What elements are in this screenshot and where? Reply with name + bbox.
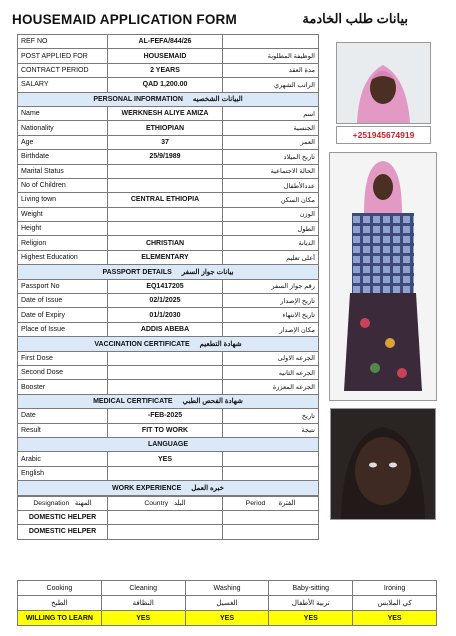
col-designation-en: Designation: [33, 500, 70, 508]
value: FIT TO WORK: [108, 423, 223, 437]
closeup-photo: [330, 408, 436, 520]
label-ar: تاريخ: [223, 409, 319, 423]
label: English: [18, 466, 108, 480]
form-table: [17, 34, 319, 496]
section-title-ar: البيانات الشخصيه: [192, 96, 243, 104]
value: 02/1/2025: [108, 294, 223, 308]
row-place-issue: [18, 322, 319, 336]
skill-washing: Washing: [185, 581, 269, 596]
label-ar: العمر: [223, 135, 319, 149]
value: EQ1417205: [108, 279, 223, 293]
label: CONTRACT PERIOD: [18, 63, 108, 77]
row-living-town: [18, 193, 319, 207]
skill-cooking: Cooking: [18, 581, 102, 596]
col-designation-ar: المهنة: [74, 500, 92, 508]
value: -FEB-2025: [108, 409, 223, 423]
row-birthdate: [18, 150, 319, 164]
value: [108, 365, 223, 379]
form-header: [0, 6, 456, 34]
col-country-en: Country: [144, 500, 169, 508]
skills-value-row: [18, 611, 437, 626]
section-title-ar: بيانات جواز السفر: [181, 268, 234, 276]
designation: DOMESTIC HELPER: [18, 525, 108, 539]
section-language: [18, 437, 319, 451]
value: HOUSEMAID: [108, 49, 223, 63]
row-marital: [18, 164, 319, 178]
skill-baby-sitting-value: YES: [269, 611, 353, 626]
full-body-photo: [329, 152, 437, 401]
skill-washing-value: YES: [185, 611, 269, 626]
label-ar: مكان الإصدار: [223, 322, 319, 336]
label: Place of Issue: [18, 322, 108, 336]
label-ar: اسم: [223, 106, 319, 120]
col-period-en: Period: [245, 500, 266, 508]
col-period: [223, 496, 319, 510]
section-title-en: MEDICAL CERTIFICATE: [93, 398, 173, 406]
section-header: [18, 337, 319, 351]
label: Second Dose: [18, 365, 108, 379]
section-header: [18, 481, 319, 495]
value: 37: [108, 135, 223, 149]
label: First Dose: [18, 351, 108, 365]
form-title-en: HOUSEMAID APPLICATION FORM: [12, 12, 237, 27]
value: [108, 164, 223, 178]
label: Arabic: [18, 452, 108, 466]
label-ar: تاريخ الميلاد: [223, 150, 319, 164]
value: ELEMENTARY: [108, 250, 223, 264]
row-age: [18, 135, 319, 149]
col-period-ar: الفترة: [278, 500, 296, 508]
skill-cleaning-value: YES: [101, 611, 185, 626]
value: QAD 1,200.00: [108, 78, 223, 92]
row-passport-no: [18, 279, 319, 293]
row-medical-result: [18, 423, 319, 437]
row-arabic: [18, 452, 319, 466]
row-children: [18, 178, 319, 192]
section-title-ar: شهادة الفحص الطبي: [182, 398, 243, 406]
value: ETHIOPIAN: [108, 121, 223, 135]
col-designation: [18, 496, 108, 510]
row-english: [18, 466, 319, 480]
label-ar: الراتب الشهري: [223, 78, 319, 92]
period: [223, 525, 319, 539]
label: POST APPLIED FOR: [18, 49, 108, 63]
label-ar: عددالأطفال: [223, 178, 319, 192]
section-title-ar: خبره العمل: [191, 484, 224, 492]
label-ar: الطول: [223, 222, 319, 236]
value: YES: [108, 452, 223, 466]
value: 2 YEARS: [108, 63, 223, 77]
section-title-ar: شهادة التطعيم: [199, 340, 242, 348]
label: Date of Expiry: [18, 308, 108, 322]
row-height: [18, 222, 319, 236]
label: Age: [18, 135, 108, 149]
section-header: LANGUAGE: [18, 437, 319, 451]
skills-table: [17, 580, 437, 626]
skill-baby-sitting-ar: تربية الأطفال: [269, 596, 353, 611]
label: Weight: [18, 207, 108, 221]
row-weight: [18, 207, 319, 221]
label-ar: الجرعه الثانيه: [223, 365, 319, 379]
section-header: [18, 265, 319, 279]
row-name: [18, 106, 319, 120]
value: 25/9/1989: [108, 150, 223, 164]
label: Nationality: [18, 121, 108, 135]
row-salary: [18, 78, 319, 92]
empty-cell: [223, 466, 319, 480]
value: [108, 222, 223, 236]
row-religion: [18, 236, 319, 250]
label-ar: مكان السكن: [223, 193, 319, 207]
skill-ironing-value: YES: [353, 611, 437, 626]
row-nationality: [18, 121, 319, 135]
section-passport: [18, 265, 319, 279]
label-ar: تاريخ الإصدار: [223, 294, 319, 308]
skills-section: [17, 580, 437, 626]
value: [108, 178, 223, 192]
label: REF NO: [18, 35, 108, 49]
col-country: [108, 496, 223, 510]
label-ar: الجنسية: [223, 121, 319, 135]
section-header: [18, 92, 319, 106]
skill-cleaning: Cleaning: [101, 581, 185, 596]
value: 01/1/2030: [108, 308, 223, 322]
section-title-en: WORK EXPERIENCE: [112, 484, 182, 492]
row-contract: [18, 63, 319, 77]
country: [108, 510, 223, 524]
empty-cell: [223, 452, 319, 466]
label-ar: أعلى تعليم: [223, 250, 319, 264]
period: [223, 510, 319, 524]
experience-row: [18, 525, 319, 539]
section-personal: [18, 92, 319, 106]
label-ar: [223, 35, 319, 49]
label: Date of Issue: [18, 294, 108, 308]
label: Religion: [18, 236, 108, 250]
skill-cooking-value: WILLING TO LEARN: [18, 611, 102, 626]
full-body-image: [330, 153, 436, 400]
value: CHRISTIAN: [108, 236, 223, 250]
skill-ironing-ar: كي الملابس: [353, 596, 437, 611]
row-first-dose: [18, 351, 319, 365]
label-ar: الديانة: [223, 236, 319, 250]
row-ref-no: [18, 35, 319, 49]
row-date-issue: [18, 294, 319, 308]
value: [108, 380, 223, 394]
experience-header-row: [18, 496, 319, 510]
value: ADDIS ABEBA: [108, 322, 223, 336]
section-title-en: PERSONAL INFORMATION: [93, 96, 183, 104]
label-ar: الحالة الاجتماعية: [223, 164, 319, 178]
value: AL-FEFA/844/26: [108, 35, 223, 49]
row-booster: [18, 380, 319, 394]
row-medical-date: [18, 409, 319, 423]
label: Living town: [18, 193, 108, 207]
row-date-expiry: [18, 308, 319, 322]
skills-en-row: [18, 581, 437, 596]
experience-table: [17, 496, 319, 540]
value: WERKNESH ALIYE AMIZA: [108, 106, 223, 120]
section-experience: [18, 481, 319, 495]
label: Passport No: [18, 279, 108, 293]
form-title-ar: بيانات طلب الخادمة: [302, 11, 408, 26]
value: [108, 351, 223, 365]
label: Birthdate: [18, 150, 108, 164]
skill-baby-sitting: Baby-sitting: [269, 581, 353, 596]
label-ar: الوظيفة المطلوبة: [223, 49, 319, 63]
section-vaccination: [18, 337, 319, 351]
label: SALARY: [18, 78, 108, 92]
label-ar: نتيجة: [223, 423, 319, 437]
col-country-ar: البلد: [173, 500, 186, 508]
value: CENTRAL ETHIOPIA: [108, 193, 223, 207]
phone-number: +251945674919: [336, 126, 431, 144]
label: Marital Status: [18, 164, 108, 178]
row-post: [18, 49, 319, 63]
label: Booster: [18, 380, 108, 394]
skills-ar-row: [18, 596, 437, 611]
label-ar: رقم جواز السفر: [223, 279, 319, 293]
row-second-dose: [18, 365, 319, 379]
label-ar: الجرعه الاولى: [223, 351, 319, 365]
skill-ironing: Ironing: [353, 581, 437, 596]
skill-cleaning-ar: النظافة: [101, 596, 185, 611]
section-title-en: PASSPORT DETAILS: [102, 268, 172, 276]
label: Height: [18, 222, 108, 236]
closeup-image: [331, 409, 435, 519]
section-title-en: VACCINATION CERTIFICATE: [94, 340, 190, 348]
headshot-photo: [336, 42, 431, 124]
label: Name: [18, 106, 108, 120]
country: [108, 525, 223, 539]
label: Date: [18, 409, 108, 423]
value: [108, 466, 223, 480]
skill-cooking-ar: الطبخ: [18, 596, 102, 611]
label: Result: [18, 423, 108, 437]
label-ar: مدة العقد: [223, 63, 319, 77]
headshot-image: [337, 43, 430, 123]
row-education: [18, 250, 319, 264]
section-header: [18, 394, 319, 408]
label: No of Children: [18, 178, 108, 192]
section-medical: [18, 394, 319, 408]
value: [108, 207, 223, 221]
experience-row: [18, 510, 319, 524]
application-form: [17, 34, 318, 540]
skill-washing-ar: الغسيل: [185, 596, 269, 611]
label-ar: الجرعه المعززة: [223, 380, 319, 394]
label-ar: تاريخ الانتهاء: [223, 308, 319, 322]
designation: DOMESTIC HELPER: [18, 510, 108, 524]
label-ar: الوزن: [223, 207, 319, 221]
label: Highest Education: [18, 250, 108, 264]
